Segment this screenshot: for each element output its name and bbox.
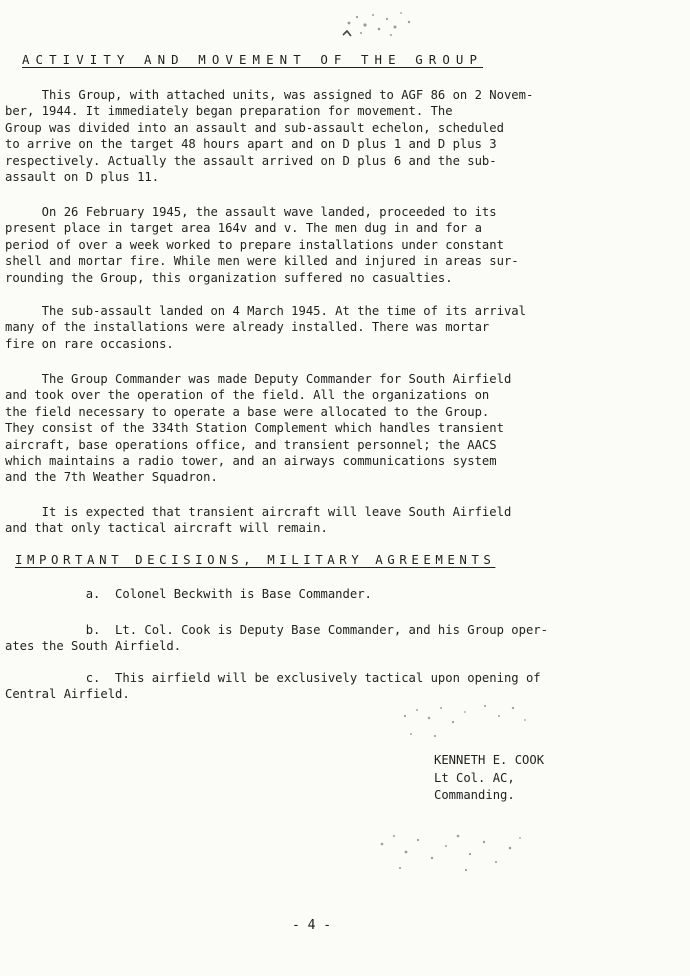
stamp-mark-middle	[395, 696, 555, 746]
text-line: rounding the Group, this organization suffered no casualties.	[5, 270, 453, 285]
text-line: c. This airfield will be exclusively tactical upon opening of	[5, 671, 541, 685]
text-line: Central Airfield.	[5, 687, 130, 702]
signature-block	[434, 752, 544, 805]
text-line: fire on rare occasions.	[5, 336, 174, 351]
text-line: They consist of the 334th Station Complement which handles transient	[5, 421, 504, 436]
paragraph-expectation	[5, 504, 635, 537]
paragraph-sub-assault	[5, 303, 635, 352]
text-line: assault on D plus 11.	[5, 169, 160, 184]
heading-activity-and-movement: ACTIVITY AND MOVEMENT OF THE GROUP	[22, 52, 484, 67]
decision-item-a	[5, 586, 372, 602]
text-line: a. Colonel Beckwith is Base Commander.	[5, 587, 372, 601]
text-line: Group was divided into an assault and sub-assault echelon, scheduled	[5, 120, 504, 135]
text-line: The Group Commander was made Deputy Commander for South Airfield	[5, 372, 512, 386]
text-line: The sub-assault landed on 4 March 1945. At the time of its arrival	[5, 304, 526, 318]
text-line: which maintains a radio tower, and an airways communications system	[5, 453, 497, 468]
signature-name: KENNETH E. COOK	[434, 753, 545, 767]
signature-rank: Lt Col. AC,	[434, 770, 515, 785]
decision-item-b	[5, 622, 548, 655]
text-line: period of over a week worked to prepare installations under constant	[5, 237, 504, 252]
page-number: - 4 -	[292, 918, 332, 933]
text-line: to arrive on the target 48 hours apart and on D plus 1 and D plus 3	[5, 137, 497, 152]
paragraph-assault-landing	[5, 204, 635, 286]
text-line: shell and mortar fire. While men were killed and injured in areas sur-	[5, 254, 519, 269]
text-line: and that only tactical aircraft will remain.	[5, 521, 328, 536]
text-line: many of the installations were already installed. There was mortar	[5, 320, 490, 335]
text-line: and took over the operation of the field. All the organizations on	[5, 388, 490, 403]
text-line: It is expected that transient aircraft will leave South Airfield	[5, 505, 512, 519]
text-line: respectively. Actually the assault arrived on D plus 6 and the sub-	[5, 153, 497, 168]
text-line: ber, 1944. It immediately began preparation for movement. The	[5, 104, 453, 119]
text-line: ates the South Airfield.	[5, 639, 182, 654]
stamp-mark-top	[335, 5, 425, 41]
paragraph-group-commander	[5, 371, 635, 486]
text-line: This Group, with attached units, was assigned to AGF 86 on 2 Novem-	[5, 88, 534, 102]
decision-item-c	[5, 670, 541, 703]
text-line: the field necessary to operate a base were allocated to the Group.	[5, 404, 490, 419]
text-line: b. Lt. Col. Cook is Deputy Base Commander, and his Group oper-	[5, 623, 548, 637]
heading-important-decisions: IMPORTANT DECISIONS, MILITARY AGREEMENTS	[15, 552, 496, 567]
paragraph-assignment	[5, 87, 635, 185]
text-line: present place in target area 164v and v. The men dug in and for a	[5, 221, 482, 236]
text-line: aircraft, base operations office, and transient personnel; the AACS	[5, 437, 497, 452]
text-line: On 26 February 1945, the assault wave landed, proceeded to its	[5, 205, 497, 219]
stamp-mark-bottom	[370, 822, 540, 882]
signature-title: Commanding.	[434, 788, 515, 802]
text-line: and the 7th Weather Squadron.	[5, 470, 218, 485]
